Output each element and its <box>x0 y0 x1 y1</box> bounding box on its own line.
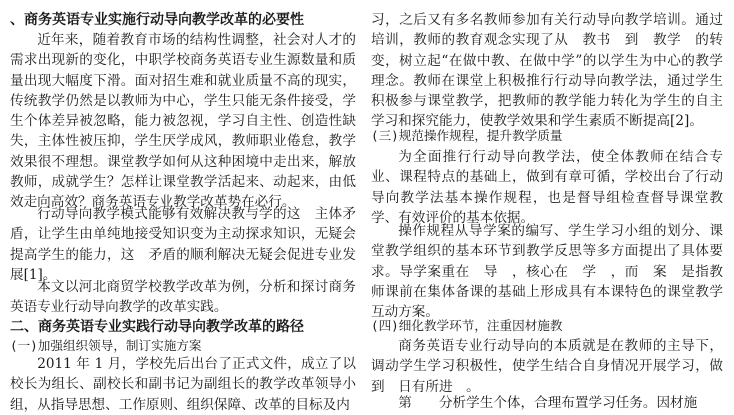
paragraph-teacher-training: 习，之后又有多名教师参加有关行动导向教学培训。通过培训，教师的教育观念实现了从 教书 到 教学 的转变，树立起“在做中教、在做中学”的以学生为中心的教学理念。教师在课堂上积极推行行动导向教学法，通过学生积极参与课堂教学，把教师的教学能力转化为学生的自主学习和探究能力，使教学效果和学生素质不断提高[2]。 <box>371 12 723 130</box>
paragraph-guide-case: 操作规程从导学案的编写、学生学习小组的划分、课堂教学组织的基本环节到教学反思等多方面提出了具体要求。导学案重在 导 ，核心在 学 ，而 案 是指教师课前在集体备课的基础上形成具有本课特色的课堂教学互动方案。 <box>371 223 723 321</box>
paragraph-action-oriented-mode: 行动导向教学模式能够有效解决教与学的这 主体矛盾，让学生由单纯地接受知识变为主动探求知识，无疑会提高学生的能力，这 矛盾的顺利解决无疑会促进专业发展[1]。 <box>10 206 356 283</box>
paragraph-analyze-students: 第 分析学生个体，合理布置学习任务。因材施 <box>398 395 698 411</box>
paragraph-2011-document: 2011 年 1 月，学校先后出台了正式文件，成立了以校长为组长、副校长和副书记为副组长的教学改革领导小组，从指导思想、工作原则、组织保障、改革的目标及内 <box>10 356 356 413</box>
paragraph-teacher-led: 商务英语专业行动导向的本质就是在教师的主导下，调动学生学习积极性，使学生结合自身情况开展学习，做到 日有所进 。 <box>371 338 723 395</box>
paragraph-background: 近年来，随着教育市场的结构性调整，社会对人才的需求出现新的变化，中职学校商务英语专业生源数量和质量出现大幅度下滑。面对招生难和就业质量不高的现实，传统教学仍然是以教师为中心，学生只能无条件接受，学生个体差异被忽略，能力被忽视，学习自主性、创造性缺失，主体性被压抑，学生厌学成风，教师职业倦怠，教学效果很不理想。课堂教学如何从这种困境中走出来，解放教师，成就学生？怎样让课堂教学活起来、动起来，由低效走向高效？商务英语专业教学改革势在必行。 <box>10 32 356 211</box>
section-heading-necessity: 、商务英语专业实施行动导向教学改革的必要性 <box>10 12 304 28</box>
subsection-heading-refine: (四)细化教学环节，注重因材施教 <box>371 318 563 333</box>
paragraph-operation-rules: 为全面推行行动导向教学法，使全体教师在结合专业、课程特点的基础上，做到有章可循，学校出台了行动导向教学法基本操作规程，也是督导组检查督导课堂教学、有效评价的基本依据。 <box>371 149 723 226</box>
section-heading-path: 二、商务英语专业实践行动导向教学改革的路径 <box>10 319 304 335</box>
subsection-heading-organization: (一)加强组织领导，制订实施方案 <box>10 338 202 353</box>
paragraph-case-intro: 本文以河北商贸学校教学改革为例，分析和探讨商务英语专业行动导向教学的改革实践。 <box>10 279 356 316</box>
subsection-heading-standardize: (三)规范操作规程，提升教学质量 <box>371 128 563 143</box>
